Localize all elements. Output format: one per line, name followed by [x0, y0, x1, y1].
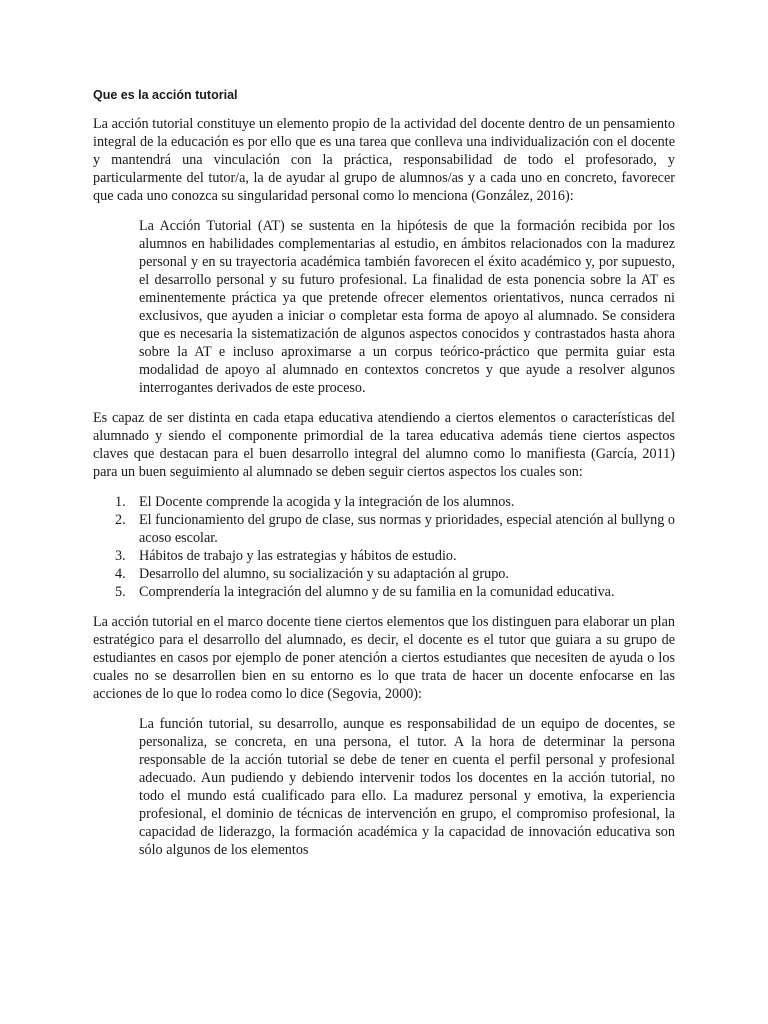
paragraph-intro: La acción tutorial constituye un elemento propio de la actividad del docente dentro de un pensamiento integral de la educación es por ello que es una tarea que conlleva una individualización con el docente y mantendrá una vinculación con la práctica, responsabilidad de todo el profesorado, y particularmente del tutor/a, la de ayudar al grupo de alumnos/as y a cada uno en concreto, favorecer que cada uno conozca su singularidad personal como lo menciona (González, 2016): [93, 116, 675, 204]
block-quote-gonzalez: La Acción Tutorial (AT) se sustenta en la hipótesis de que la formación recibida por los alumnos en habilidades complementarias al estudio, en ámbitos relacionados con la madurez personal y en su trayectoria académica también favorecen el éxito académico y, por supuesto, el desarrollo personal y su futuro profesional. La finalidad de esta ponencia sobre la AT es eminentemente práctica ya que pretende ofrecer elementos orientativos, nunca cerrados ni exclusivos, que ayuden a iniciar o completar esta forma de apoyo al alumnado. Se considera que es necesaria la sistematización de algunos aspectos conocidos y contrastados hasta ahora sobre la AT e incluso aproximarse a un corpus teórico-práctico que permita guiar esta modalidad de apoyo al alumnado en contextos concretos y que ayude a resolver algunos interrogantes derivados de este proceso. [139, 218, 675, 396]
list-item-text: El funcionamiento del grupo de clase, sus normas y prioridades, especial atención al bullyng o acoso escolar. [139, 512, 675, 546]
paragraph-marco-docente: La acción tutorial en el marco docente tiene ciertos elementos que los distinguen para elaborar un plan estratégico para el desarrollo del alumnado, es decir, el docente es el tutor que guiara a su grupo de estudiantes en casos por ejemplo de poner atención a ciertos estudiantes que necesiten de ayuda o los cuales no se desarrollen bien en su entorno es lo que trata de hacer un docente enfocarse en las acciones de lo que lo rodea como lo dice (Segovia, 2000): [93, 614, 675, 702]
list-item-number: 2. [115, 512, 126, 528]
list-item-text: Desarrollo del alumno, su socialización y su adaptación al grupo. [139, 566, 509, 582]
list-item-number: 4. [115, 566, 126, 582]
list-item-number: 3. [115, 548, 126, 564]
list-item [93, 583, 675, 601]
list-item-text: Comprendería la integración del alumno y de su familia en la comunidad educativa. [139, 584, 615, 600]
document-body [93, 87, 675, 871]
list-item [93, 493, 675, 511]
block-quote-segovia: La función tutorial, su desarrollo, aunque es responsabilidad de un equipo de docentes, se personaliza, se concreta, en una persona, el tutor. A la hora de determinar la persona responsable de la acción tutorial se debe de tener en cuenta el perfil personal y profesional adecuado. Aun pudiendo y debiendo intervenir todos los docentes en la acción tutorial, no todo el mundo está cualificado para ello. La madurez personal y emotiva, la experiencia profesional, el dominio de técnicas de intervención en grupo, el compromiso profesional, la capacidad de liderazgo, la formación académica y la capacidad de innovación educativa son sólo algunos de los elementos [139, 716, 675, 858]
list-item-text: El Docente comprende la acogida y la integración de los alumnos. [139, 494, 515, 510]
list-item-number: 1. [115, 494, 126, 510]
list-item-text: Hábitos de trabajo y las estrategias y hábitos de estudio. [139, 548, 457, 564]
aspects-list [93, 493, 675, 601]
list-item [93, 565, 675, 583]
list-item [93, 547, 675, 565]
paragraph-etapa-educativa: Es capaz de ser distinta en cada etapa educativa atendiendo a ciertos elementos o características del alumnado y siendo el componente primordial de la tarea educativa además tiene ciertos aspectos claves que destacan para el buen desarrollo integral del alumno como lo manifiesta (García, 2011) para un buen seguimiento al alumnado se deben seguir ciertos aspectos los cuales son: [93, 410, 675, 480]
document-heading: Que es la acción tutorial [93, 88, 238, 102]
list-item [93, 511, 675, 547]
list-item-number: 5. [115, 584, 126, 600]
